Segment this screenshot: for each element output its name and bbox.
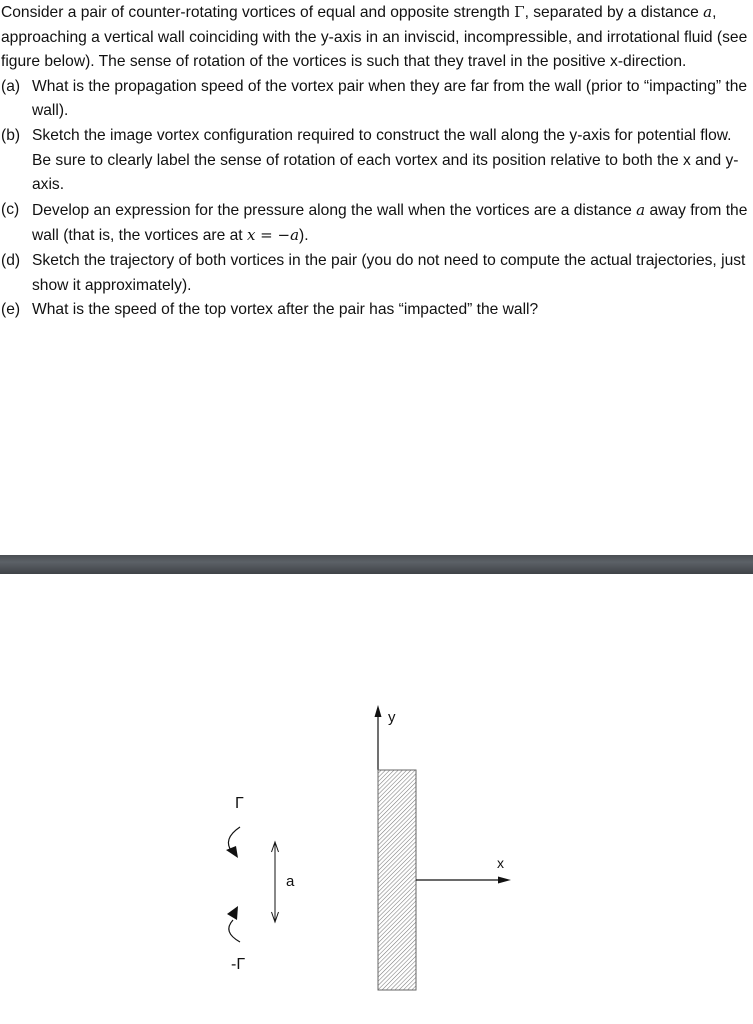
separation-dimension (272, 842, 296, 922)
y-axis-arrowhead (375, 705, 382, 717)
math-symbol: = − (255, 226, 291, 245)
text-run: What is the propagation speed of the vortex pair when they are far from the wall (prior to “impacting” the wall). (32, 77, 748, 120)
bottom-vortex (227, 906, 245, 973)
part-label: (b) (1, 126, 21, 144)
y-axis-label: y (388, 709, 396, 726)
page-divider (0, 555, 753, 574)
math-symbol: a (703, 3, 713, 21)
text-run: , separated by a distance (524, 4, 704, 21)
top-vortex (226, 795, 244, 858)
text-run: Consider a pair of counter-rotating vortices of equal and opposite strength (1, 4, 515, 21)
question-part (1, 298, 751, 323)
text-run: , approaching a vertical wall coinciding with the y-axis in an inviscid, incompressible, and irrotational fluid (see figure below). The sense of rotation of the vortices is such that they travel in the positive x-direction. (1, 4, 748, 71)
text-run: What is the speed of the top vortex after the pair has “impacted” the wall? (32, 301, 539, 319)
separation-label: a (286, 873, 295, 890)
wall (378, 770, 416, 990)
question-part (1, 249, 751, 298)
vortex-wall-figure (0, 574, 753, 1024)
part-label: (e) (1, 301, 21, 319)
y-axis (375, 705, 397, 770)
question-part (1, 124, 751, 198)
top-vortex-label: Γ (235, 795, 244, 812)
text-run: away from the wall (that is, the vortices are at (32, 201, 748, 245)
part-label: (c) (1, 200, 20, 218)
text-run: ). (299, 227, 309, 245)
math-symbol: x (246, 226, 256, 245)
text-run: Develop an expression for the pressure along the wall when the vortices are a distance (32, 201, 637, 219)
question-part (1, 198, 751, 249)
problem-intro (1, 0, 751, 75)
bottom-vortex-arrowhead (227, 906, 238, 920)
bottom-vortex-label: -Γ (231, 956, 246, 973)
part-label: (d) (1, 251, 21, 269)
x-axis (416, 855, 511, 884)
math-symbol: Γ (514, 3, 525, 21)
math-symbol: a (636, 200, 646, 219)
x-axis-label: x (497, 855, 504, 871)
top-vortex-arrowhead (226, 846, 238, 858)
x-axis-arrowhead (498, 877, 511, 884)
question-parts (1, 75, 751, 323)
question-part (1, 75, 751, 124)
figure-svg (0, 574, 753, 1024)
part-label: (a) (1, 77, 21, 95)
math-symbol: a (290, 226, 300, 245)
problem-statement (1, 0, 751, 323)
bottom-vortex-rotation-arc (229, 920, 240, 942)
text-run: Sketch the image vortex configuration required to construct the wall along the y-axis for potential flow. Be sure to clearly label the sense of rotation of each vortex and its position relative to both the x and y-axis. (32, 126, 739, 194)
text-run: Sketch the trajectory of both vortices in the pair (you do not need to compute the actual trajectories, just show it approximately). (32, 251, 746, 294)
